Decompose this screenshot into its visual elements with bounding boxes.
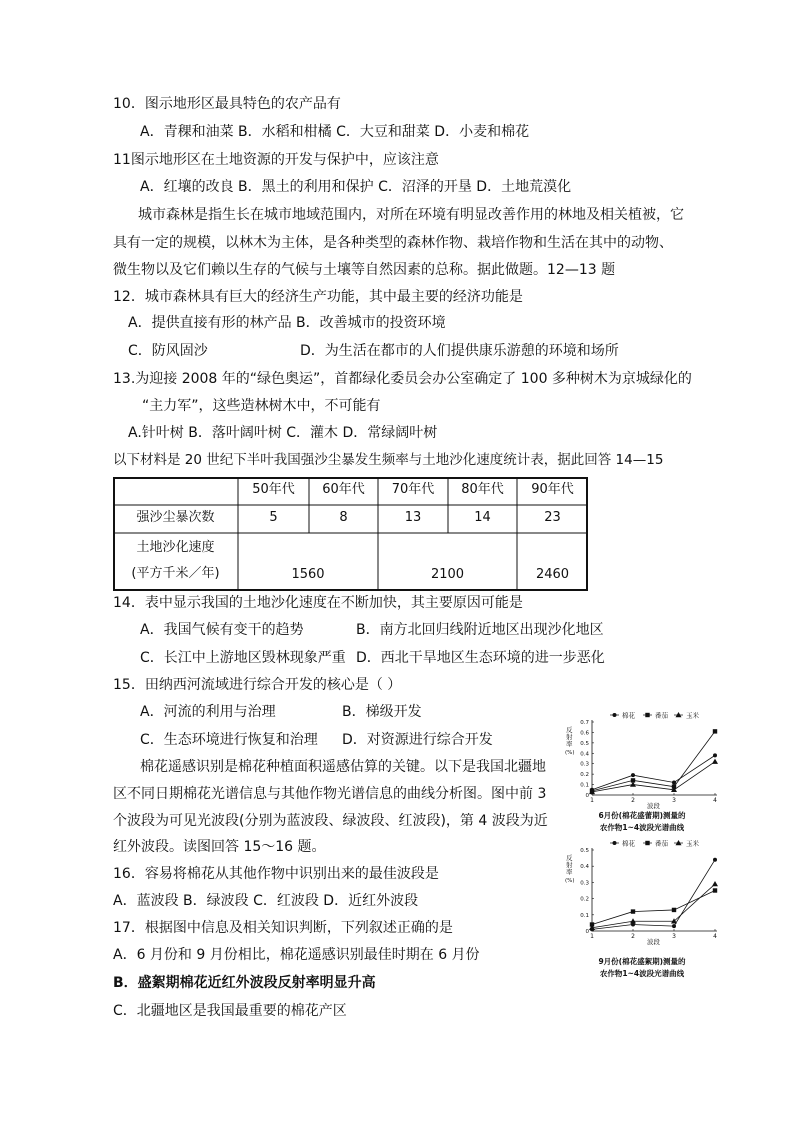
q14-option-d: D．西北干旱地区生态环境的进一步恶化	[356, 650, 605, 666]
series-line	[592, 762, 715, 792]
legend-label: 棉花	[622, 711, 635, 720]
y-axis-label-part: 率	[566, 868, 573, 876]
x-tick-label: 2	[631, 797, 635, 804]
y-tick-label: 0.5	[580, 740, 589, 747]
row1-cell: 13	[404, 510, 422, 525]
series-line	[592, 891, 715, 925]
row1-cell: 14	[474, 510, 491, 525]
passage2-line-4: 红外波段。读图回答 15～16 题。	[113, 839, 326, 855]
legend-marker	[676, 840, 682, 845]
q15-option-d: D．对资源进行综合开发	[342, 732, 493, 748]
chart-june-svg	[560, 710, 725, 835]
data-point	[713, 753, 717, 757]
q15-option-b: B．梯级开发	[342, 704, 422, 720]
y-axis-label-part: 射	[566, 861, 573, 869]
row1-cell: 23	[544, 510, 561, 525]
data-point	[713, 858, 717, 862]
data-point	[631, 909, 635, 913]
q14-option-b: B．南方北回归线附近地区出现沙化地区	[356, 622, 604, 638]
y-axis-label-part: 反	[566, 726, 573, 734]
legend-marker	[613, 841, 617, 845]
q17-stem: 17．根据图中信息及相关知识判断，下列叙述正确的是	[113, 920, 453, 936]
row1-label: 强沙尘暴次数	[136, 510, 215, 525]
y-tick-label: 0.4	[580, 751, 589, 758]
x-tick-label: 3	[672, 797, 676, 804]
spectral-chart-june	[560, 710, 725, 835]
passage2-line-2: 区不同日期棉花光谱信息与其他作物光谱信息的曲线分析图。图中前 3	[113, 786, 547, 802]
passage1-line-2: 具有一定的规模，以林木为主体，是各种类型的森林作物、栽培作物和生活在其中的动物、	[113, 235, 673, 251]
q11-stem: 11图示地形区在土地资源的开发与保护中，应该注意	[113, 152, 439, 168]
header-80s: 80年代	[461, 482, 504, 497]
y-axis-label-part: 射	[566, 733, 573, 741]
y-tick-label: 0	[585, 929, 589, 935]
y-tick-label: 0.7	[580, 720, 589, 726]
y-tick-label: 0.3	[580, 880, 589, 887]
q13-stem-2: “主力军”，这些造林树木中，不可能有	[142, 398, 381, 414]
row2-cell: 2460	[535, 567, 570, 582]
q17-option-a: A．6 月份和 9 月份相比，棉花遥感识别最佳时期在 6 月份	[113, 947, 480, 963]
q14-option-c: C．长江中上游地区毁林现象严重	[140, 650, 346, 666]
row2-label-2: (平方千米／年)	[131, 566, 220, 581]
y-tick-label: 0.5	[580, 848, 589, 854]
q17-option-c: C．北疆地区是我国最重要的棉花产区	[113, 1003, 347, 1019]
legend-marker	[676, 712, 682, 717]
legend-label: 番茄	[655, 839, 668, 848]
chart-title-line-1: 9月份(棉花盛絮期)测量的	[598, 957, 686, 966]
data-point	[712, 881, 718, 886]
data-point	[672, 908, 676, 912]
chart-september-svg	[560, 838, 725, 983]
q17-option-b: B．盛絮期棉花近红外波段反射率明显升高	[113, 975, 376, 991]
row2-cell: 2100	[430, 567, 465, 582]
data-point	[713, 729, 717, 733]
series-line	[592, 755, 715, 789]
data-point	[712, 759, 718, 764]
passage2-line-3: 个波段为可见光波段(分别为蓝波段、绿波段、红波段)，第 4 波段为近	[113, 813, 548, 829]
q16-options: A．蓝波段 B．绿波段 C．红波段 D．近红外波段	[113, 893, 419, 909]
x-tick-label: 2	[631, 933, 635, 940]
x-tick-label: 4	[713, 797, 717, 804]
q12-stem: 12．城市森林具有巨大的经济生产功能，其中最主要的经济功能是	[113, 289, 523, 305]
legend-marker	[645, 841, 649, 845]
legend-label: 番茄	[655, 711, 668, 720]
y-axis-label-part: 反	[566, 854, 573, 862]
y-tick-label: 0.1	[580, 912, 589, 919]
y-tick-label: 0.3	[580, 761, 589, 768]
legend-label: 玉米	[686, 711, 699, 720]
q14-stem: 14．表中显示我国的土地沙化速度在不断加快，其主要原因可能是	[113, 595, 523, 611]
y-axis-label-part: (%)	[565, 878, 575, 884]
header-90s: 90年代	[531, 482, 574, 497]
x-axis-label: 波段	[647, 802, 660, 810]
x-axis-label: 波段	[647, 938, 660, 946]
y-tick-label: 0.1	[580, 782, 589, 789]
q10-stem: 10．图示地形区最具特色的农产品有	[113, 96, 341, 112]
header-50s: 50年代	[252, 482, 295, 497]
row2-label-1: 土地沙化速度	[136, 540, 215, 555]
passage1-line-1: 城市森林是指生长在城市地域范围内，对所在环境有明显改善作用的林地及相关植被，它	[138, 207, 684, 223]
y-tick-label: 0.2	[580, 896, 589, 903]
legend-marker	[645, 713, 649, 717]
row1-cell: 8	[339, 510, 348, 525]
y-axis-label-part: 率	[566, 740, 573, 748]
chart-title-line-2: 农作物1~4波段光谱曲线	[599, 823, 685, 832]
q11-options: A．红壤的改良 B．黑土的利用和保护 C．沼泽的开垦 D．土地荒漠化	[140, 179, 572, 195]
spectral-chart-september	[560, 838, 725, 983]
chart-title-line-2: 农作物1~4波段光谱曲线	[599, 969, 685, 978]
header-60s: 60年代	[322, 482, 365, 497]
y-tick-label: 0.2	[580, 772, 589, 779]
y-tick-label: 0.4	[580, 864, 589, 871]
x-tick-label: 4	[713, 933, 717, 940]
passage2-line-1: 棉花遥感识别是棉花种植面积遥感估算的关键。以下是我国北疆地	[140, 759, 546, 775]
q10-options: A．青稞和油菜 B．水稻和柑橘 C．大豆和甜菜 D．小麦和棉花	[140, 124, 530, 140]
data-point	[631, 773, 635, 777]
series-line	[592, 884, 715, 928]
sandstorm-table	[113, 477, 588, 591]
q12-options-ab: A．提供直接有形的林产品 B．改善城市的投资环境	[128, 315, 446, 331]
q13-options: A.针叶树 B．落叶阔叶树 C．灌木 D．常绿阔叶树	[128, 425, 438, 441]
legend-label: 棉花	[622, 839, 635, 848]
q15-option-a: A．河流的利用与治理	[140, 704, 276, 720]
chart-title-line-1: 6月份(棉花盛蕾期)测量的	[598, 811, 686, 820]
y-tick-label: 0.6	[580, 730, 589, 737]
q13-stem-1: 13.为迎接 2008 年的“绿色奥运”，首都绿化委员会办公室确定了 100 多种树木为京城绿化的	[113, 371, 692, 387]
row1-cell: 5	[269, 510, 278, 525]
row2-cell: 1560	[291, 567, 325, 582]
q12-option-c: C．防风固沙	[128, 343, 208, 359]
q15-stem: 15．田纳西河流域进行综合开发的核心是（ ）	[113, 677, 402, 693]
x-tick-label: 3	[672, 933, 676, 940]
y-axis-label-part: (%)	[565, 750, 575, 756]
data-point	[672, 924, 676, 928]
table-intro: 以下材料是 20 世纪下半叶我国强沙尘暴发生频率与土地沙化速度统计表，据此回答 14—15	[113, 452, 664, 468]
x-tick-label: 1	[590, 797, 594, 804]
header-70s: 70年代	[391, 482, 435, 497]
data-point	[672, 780, 676, 784]
passage1-line-3: 微生物以及它们赖以生存的气候与土壤等自然因素的总称。据此做题。12—13 题	[113, 262, 616, 278]
legend-marker	[613, 713, 617, 717]
x-tick-label: 1	[590, 933, 594, 940]
q12-option-d: D．为生活在都市的人们提供康乐游憩的环境和场所	[300, 343, 619, 359]
q14-option-a: A．我国气候有变干的趋势	[140, 622, 304, 638]
q16-stem: 16．容易将棉花从其他作物中识别出来的最佳波段是	[113, 866, 439, 882]
series-line	[592, 731, 715, 790]
y-tick-label: 0	[585, 793, 589, 799]
q15-option-c: C．生态环境进行恢复和治理	[140, 732, 318, 748]
data-point	[713, 888, 717, 892]
legend-label: 玉米	[686, 839, 699, 848]
